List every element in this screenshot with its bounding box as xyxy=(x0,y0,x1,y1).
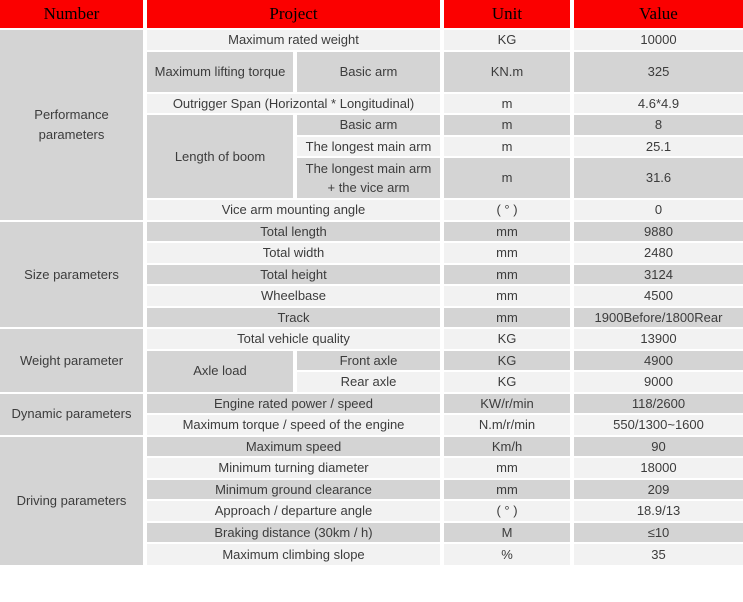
value-cell: 10000 xyxy=(574,30,743,52)
project-sub-cell: Basic arm xyxy=(297,115,444,137)
value-cell: 9880 xyxy=(574,222,743,244)
project-cell: Track xyxy=(147,308,444,330)
unit-cell: mm xyxy=(444,265,574,287)
value-cell: 4500 xyxy=(574,286,743,308)
project-sub-cell: The longest main arm + the vice arm xyxy=(297,158,444,200)
unit-cell: % xyxy=(444,544,574,565)
project-cell: Minimum turning diameter xyxy=(147,458,444,480)
unit-cell: KN.m xyxy=(444,52,574,94)
unit-cell: mm xyxy=(444,480,574,502)
value-cell: 90 xyxy=(574,437,743,459)
project-cell: Approach / departure angle xyxy=(147,501,444,523)
project-cell: Maximum rated weight xyxy=(147,30,444,52)
unit-cell: m xyxy=(444,115,574,137)
value-cell: 18000 xyxy=(574,458,743,480)
value-cell: 4.6*4.9 xyxy=(574,94,743,116)
unit-cell: m xyxy=(444,137,574,159)
value-cell: 550/1300~1600 xyxy=(574,415,743,437)
value-cell: 0 xyxy=(574,200,743,222)
value-cell: 13900 xyxy=(574,329,743,351)
project-cell: Maximum torque / speed of the engine xyxy=(147,415,444,437)
value-cell: 118/2600 xyxy=(574,394,743,416)
unit-cell: KG xyxy=(444,30,574,52)
project-cell: Outrigger Span (Horizontal * Longitudinal) xyxy=(147,94,444,116)
project-cell: Total vehicle quality xyxy=(147,329,444,351)
unit-cell: m xyxy=(444,94,574,116)
table-row xyxy=(0,437,743,459)
value-cell: 2480 xyxy=(574,243,743,265)
unit-cell: KG xyxy=(444,372,574,394)
value-cell: 1900Before/1800Rear xyxy=(574,308,743,330)
project-cell: Total width xyxy=(147,243,444,265)
col-header-number: Number xyxy=(0,0,147,30)
value-cell: 35 xyxy=(574,544,743,565)
unit-cell: mm xyxy=(444,308,574,330)
project-cell: Total length xyxy=(147,222,444,244)
project-sub-cell: The longest main arm xyxy=(297,137,444,159)
project-sub-cell: Rear axle xyxy=(297,372,444,394)
unit-cell: KG xyxy=(444,351,574,373)
table-row xyxy=(0,222,743,244)
value-cell: ≤10 xyxy=(574,523,743,545)
unit-cell: mm xyxy=(444,243,574,265)
unit-cell: Km/h xyxy=(444,437,574,459)
value-cell: 325 xyxy=(574,52,743,94)
project-cell: Minimum ground clearance xyxy=(147,480,444,502)
col-header-project: Project xyxy=(147,0,444,30)
table-row xyxy=(0,329,743,351)
unit-cell: mm xyxy=(444,458,574,480)
unit-cell: ( ° ) xyxy=(444,200,574,222)
project-group-cell: Axle load xyxy=(147,351,297,394)
section-label-dynamic: Dynamic parameters xyxy=(0,394,147,437)
value-cell: 209 xyxy=(574,480,743,502)
value-cell: 18.9/13 xyxy=(574,501,743,523)
value-cell: 8 xyxy=(574,115,743,137)
table-row xyxy=(0,394,743,416)
value-cell: 9000 xyxy=(574,372,743,394)
col-header-unit: Unit xyxy=(444,0,574,30)
unit-cell: N.m/r/min xyxy=(444,415,574,437)
section-label-weight: Weight parameter xyxy=(0,329,147,394)
project-sub-cell: Front axle xyxy=(297,351,444,373)
unit-cell: mm xyxy=(444,286,574,308)
project-cell: Engine rated power / speed xyxy=(147,394,444,416)
project-cell: Vice arm mounting angle xyxy=(147,200,444,222)
value-cell: 4900 xyxy=(574,351,743,373)
unit-cell: M xyxy=(444,523,574,545)
project-cell: Wheelbase xyxy=(147,286,444,308)
value-cell: 25.1 xyxy=(574,137,743,159)
section-label-size: Size parameters xyxy=(0,222,147,330)
value-cell: 3124 xyxy=(574,265,743,287)
project-group-cell: Maximum lifting torque xyxy=(147,52,297,94)
value-cell: 31.6 xyxy=(574,158,743,200)
section-label-driving: Driving parameters xyxy=(0,437,147,566)
unit-cell: ( ° ) xyxy=(444,501,574,523)
project-cell: Total height xyxy=(147,265,444,287)
project-cell: Maximum speed xyxy=(147,437,444,459)
project-cell: Braking distance (30km / h) xyxy=(147,523,444,545)
unit-cell: KW/r/min xyxy=(444,394,574,416)
project-group-cell: Length of boom xyxy=(147,115,297,200)
table-row xyxy=(0,30,743,52)
project-cell: Maximum climbing slope xyxy=(147,544,444,565)
col-header-value: Value xyxy=(574,0,743,30)
unit-cell: KG xyxy=(444,329,574,351)
header-row xyxy=(0,0,743,30)
unit-cell: mm xyxy=(444,222,574,244)
project-sub-cell: Basic arm xyxy=(297,52,444,94)
section-label-performance: Performance parameters xyxy=(0,30,147,222)
unit-cell: m xyxy=(444,158,574,200)
